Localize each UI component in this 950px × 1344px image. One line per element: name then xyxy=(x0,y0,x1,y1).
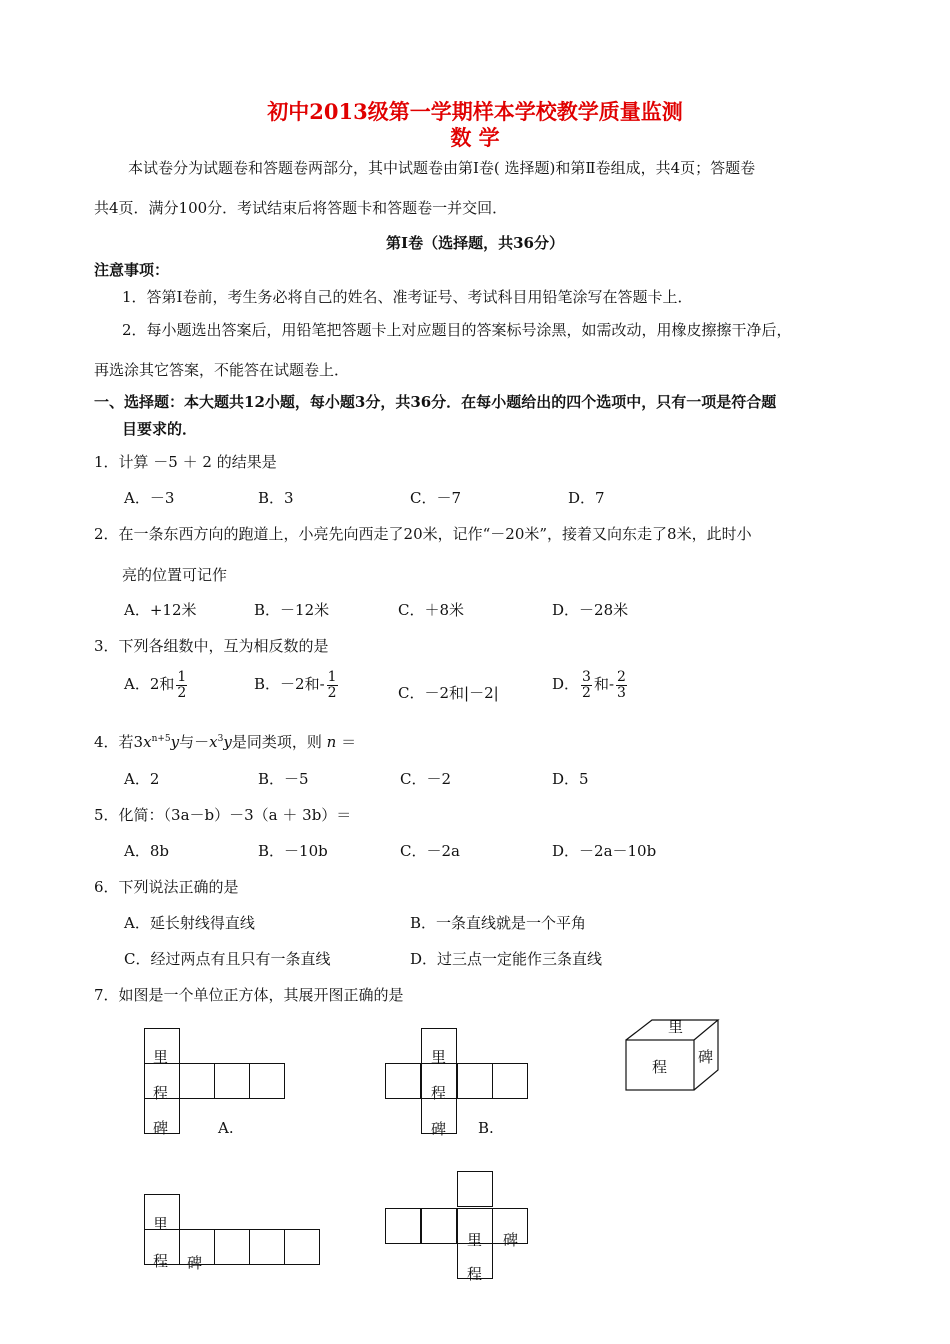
q3-option-a xyxy=(124,670,189,700)
q4-option-c: C．－2 xyxy=(400,770,452,788)
q5-option-d: D．－2a－10b xyxy=(552,842,657,860)
cube-char-cheng: 程 xyxy=(652,1058,668,1076)
q4-option-d: D．5 xyxy=(552,770,589,788)
net-a-char-bei: 碑 xyxy=(153,1119,169,1137)
net-b-char-cheng: 程 xyxy=(431,1084,447,1102)
q3-a-fraction: $\frac{1}{2}$ xyxy=(177,669,187,701)
q2-stem-line-2: 亮的位置可记作 xyxy=(122,566,228,584)
q1-option-b: B．3 xyxy=(258,489,294,507)
q3-b-fraction: $\frac{1}{2}$ xyxy=(327,669,337,701)
q5-option-c: C．－2a xyxy=(400,842,460,860)
q5-option-b: B．－10b xyxy=(258,842,328,860)
q5-option-a: A．8b xyxy=(124,842,169,860)
subject-title: 数 学 xyxy=(450,125,500,150)
q3-d-fraction-2: $\frac{2}{3}$ xyxy=(617,669,626,701)
net-a-char-cheng: 程 xyxy=(153,1084,169,1102)
q3-option-d xyxy=(552,670,629,700)
q3-option-b xyxy=(254,670,340,700)
q3-b-prefix: B．－2和- xyxy=(254,675,325,694)
q3-d-fraction-1: $\frac{3}{2}$ xyxy=(582,669,591,701)
q3-a-prefix: A．2和 xyxy=(124,675,175,694)
net-b-label: B. xyxy=(478,1119,494,1137)
q1-option-c: C．－7 xyxy=(410,489,462,507)
q2-stem-line-1: 2．在一条东西方向的跑道上，小亮先向西走了20米，记作“－20米”，接着又向东走了8米，此时小 xyxy=(94,525,752,543)
net-b-char-li: 里 xyxy=(431,1048,447,1066)
intro-line-2: 共4页．满分100分．考试结束后将答题卡和答题卷一并交回． xyxy=(94,199,508,217)
net-a-label: A. xyxy=(218,1119,234,1137)
q5-stem: 5．化简：（3a－b）－3（a ＋ 3b）＝ xyxy=(94,806,352,824)
q6-option-a: A．延长射线得直线 xyxy=(124,914,255,932)
net-c-char-cheng: 程 xyxy=(153,1252,169,1270)
q3-d-prefix: D． xyxy=(552,675,580,694)
net-d-char-cheng: 程 xyxy=(467,1265,483,1283)
net-a-char-li: 里 xyxy=(153,1048,169,1066)
notice-item-1: 1．答第Ⅰ卷前，考生务必将自己的姓名、准考证号、考试科目用铅笔涂写在答题卡上． xyxy=(122,288,693,306)
q3-stem: 3．下列各组数中，互为相反数的是 xyxy=(94,637,329,655)
cube-char-bei: 碑 xyxy=(698,1048,714,1066)
net-b-char-bei: 碑 xyxy=(431,1120,447,1138)
q6-option-b: B．一条直线就是一个平角 xyxy=(410,914,587,932)
q4-option-b: B．－5 xyxy=(258,770,309,788)
section-title: 第Ⅰ卷（选择题，共36分） xyxy=(386,234,564,252)
q6-option-c: C．经过两点有且只有一条直线 xyxy=(124,950,331,968)
notice-item-2-line-2: 再选涂其它答案，不能答在试题卷上． xyxy=(94,361,350,379)
q4-stem: 4．若$3x^{n+5}y$与$-x^3y$是同类项，则 n ＝ xyxy=(94,733,357,751)
intro-line-1: 本试卷分为试题卷和答题卷两部分，其中试题卷由第Ⅰ卷( 选择题)和第Ⅱ卷组成，共4页；答题卷 xyxy=(128,159,756,177)
part1-heading-line-1: 一、选择题：本大题共12小题，每小题3分，共36分．在每小题给出的四个选项中，只有一项是符合题 xyxy=(94,393,777,411)
notice-heading: 注意事项： xyxy=(94,261,170,279)
net-c-char-li: 里 xyxy=(153,1215,169,1233)
q2-option-d: D．－28米 xyxy=(552,601,629,619)
net-d-char-bei: 碑 xyxy=(503,1231,519,1249)
net-c-char-bei: 碑 xyxy=(187,1254,203,1272)
q1-option-d: D．7 xyxy=(568,489,605,507)
q3-d-middle: 和- xyxy=(593,675,615,694)
notice-item-2-line-1: 2．每小题选出答案后，用铅笔把答题卡上对应题目的答案标号涂黑，如需改动，用橡皮擦擦干净后， xyxy=(122,321,792,339)
q2-option-b: B．－12米 xyxy=(254,601,330,619)
q2-option-c: C．＋8米 xyxy=(398,601,465,619)
q4-option-a: A．2 xyxy=(124,770,160,788)
part1-heading-line-2: 目要求的． xyxy=(122,420,198,438)
q6-stem: 6．下列说法正确的是 xyxy=(94,878,239,896)
q1-option-a: A．－3 xyxy=(124,489,175,507)
q7-stem: 7．如图是一个单位正方体，其展开图正确的是 xyxy=(94,986,404,1004)
cube-char-li: 里 xyxy=(668,1018,684,1036)
q1-stem: 1．计算 －5 ＋ 2 的结果是 xyxy=(94,453,277,471)
net-d-char-li: 里 xyxy=(467,1231,483,1249)
q2-option-a: A．+12米 xyxy=(124,601,197,619)
q6-option-d: D．过三点一定能作三条直线 xyxy=(410,950,603,968)
exam-title: 初中2013级第一学期样本学校教学质量监测 xyxy=(267,99,683,124)
q3-option-c: C．－2和|－2| xyxy=(398,684,499,702)
